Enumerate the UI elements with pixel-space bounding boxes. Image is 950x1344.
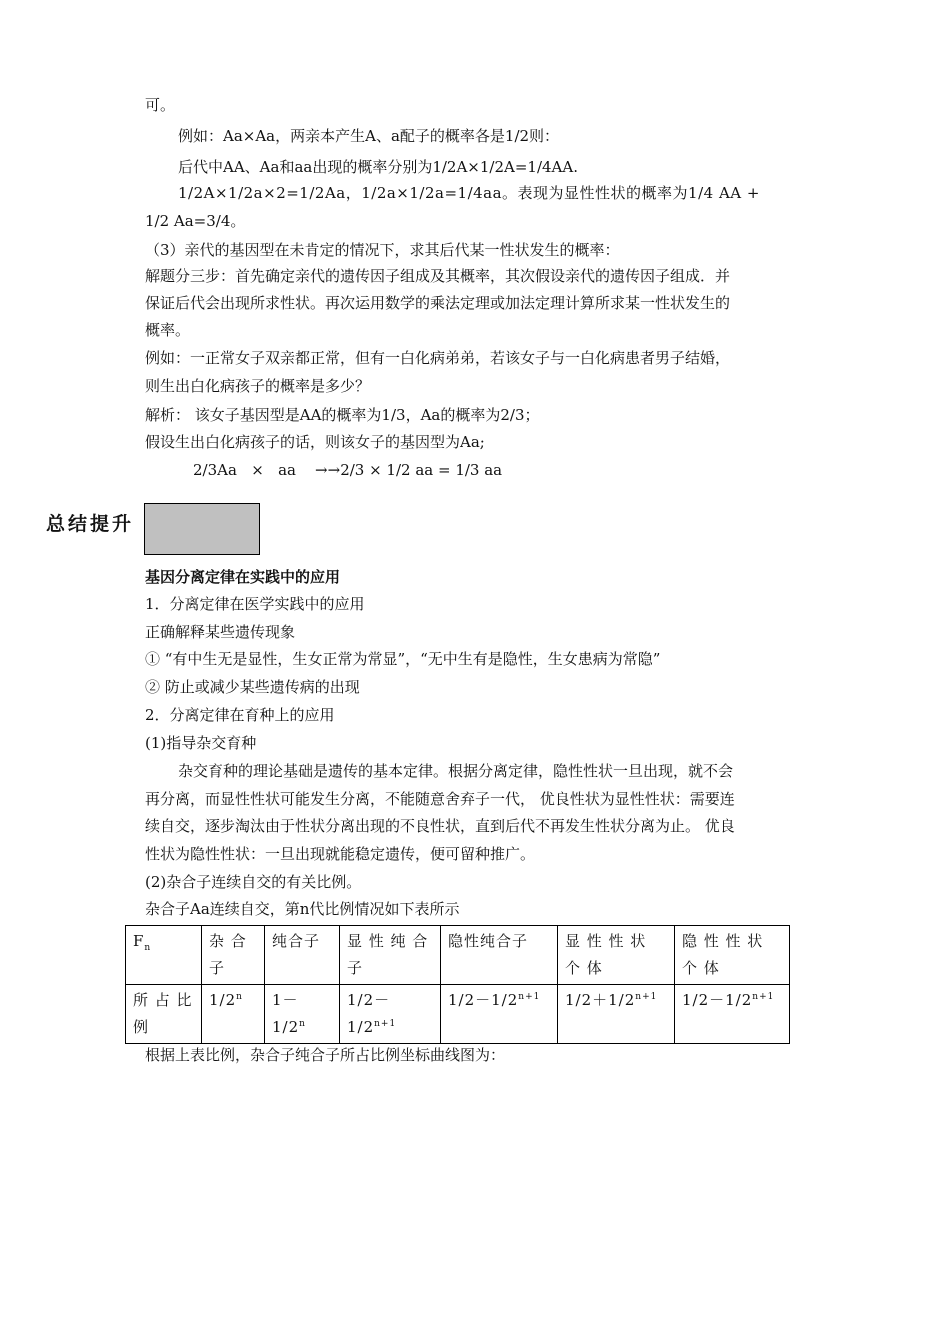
text-line: 概率。	[145, 321, 191, 339]
text-line: 杂合子Aa连续自交，第n代比例情况如下表所示	[145, 900, 460, 918]
text-line: 例如：一正常女子双亲都正常，但有一白化病弟弟，若该女子与一白化病患者男子结婚，	[145, 349, 731, 367]
text-line: 假设生出白化病孩子的话，则该女子的基因型为Aa;	[145, 433, 485, 451]
text-line: 后代中AA、Aa和aa出现的概率分别为1/2A×1/2A=1/4AA.	[178, 158, 578, 176]
gray-box	[144, 503, 260, 555]
text-line: 例如：Aa×Aa，两亲本产生A、a配子的概率各是1/2则：	[178, 127, 560, 145]
table-cell: 所 占 比 例	[126, 985, 202, 1044]
summary-heading: 总结提升	[46, 513, 135, 535]
table-cell: $F_n$	[126, 926, 202, 985]
text-line: 杂交育种的理论基础是遗传的基本定律。根据分离定律，隐性性状一旦出现，就不会	[178, 762, 734, 780]
text-line: 解题分三步：首先确定亲代的遗传因子组成及其概率，其次假设亲代的遗传因子组成．并	[145, 267, 731, 285]
table-cell: $1/2+1/2^{n+1}$	[558, 985, 675, 1044]
table-cell: $1/2-1/2^{n+1}$	[675, 985, 790, 1044]
text-line: 正确解释某些遗传现象	[145, 623, 296, 641]
text-line: 可。	[145, 96, 176, 114]
table-row	[126, 985, 790, 1044]
table-cell: $1-1/2^n$	[265, 985, 340, 1044]
table-cell: $1/2-1/2^{n+1}$	[441, 985, 558, 1044]
table-cell: 杂 合 子	[202, 926, 265, 985]
text-line: 解析： 该女子基因型是AA的概率为1/3，Aa的概率为2/3；	[145, 406, 540, 424]
table-cell: 隐性纯合子	[441, 926, 558, 985]
text-line: (2)杂合子连续自交的有关比例。	[145, 873, 362, 891]
table-cell: 显 性 纯 合 子	[340, 926, 441, 985]
text-line: 1．分离定律在医学实践中的应用	[145, 595, 365, 613]
text-line: 续自交，逐步淘汰由于性状分离出现的不良性状，直到后代不再发生性状分离为止。 优良	[145, 817, 735, 835]
text-line: (1)指导杂交育种	[145, 734, 257, 752]
text-line: ① “有中生无是显性，生女正常为常显”，“无中生有是隐性，生女患病为常隐”	[145, 650, 661, 668]
table-cell: 1/2$^n$	[202, 985, 265, 1044]
text-line: 根据上表比例，杂合子纯合子所占比例坐标曲线图为：	[145, 1046, 506, 1064]
text-line: 1/2 Aa=3/4。	[145, 212, 246, 230]
table-cell: $1/2-1/2^{n+1}$	[340, 985, 441, 1044]
table-cell: 显 性 性 状 个 体	[558, 926, 675, 985]
text-line: 性状为隐性性状：一旦出现就能稳定遗传，便可留种推广。	[145, 845, 536, 863]
table-cell: 纯合子	[265, 926, 340, 985]
table-header-row	[126, 926, 790, 985]
text-line: 1/2A×1/2a×2=1/2Aa，1/2a×1/2a=1/4aa。表现为显性性状的概率为1/4 AA +	[178, 184, 760, 202]
text-line: ② 防止或减少某些遗传病的出现	[145, 678, 360, 696]
ratio-table	[125, 925, 790, 1044]
text-line: （3）亲代的基因型在未肯定的情况下，求其后代某一性状发生的概率：	[145, 241, 620, 259]
table-cell: 隐 性 性 状 个 体	[675, 926, 790, 985]
formula-line: 2/3Aa × aa →→2/3 × 1/2 aa = 1/3 aa	[193, 461, 503, 479]
text-line: 再分离，而显性性状可能发生分离，不能随意舍弃子一代， 优良性状为显性性状：需要连	[145, 790, 735, 808]
text-line: 2．分离定律在育种上的应用	[145, 706, 335, 724]
section-title: 基因分离定律在实践中的应用	[145, 568, 341, 586]
text-line: 则生出白化病孩子的概率是多少？	[145, 377, 371, 395]
text-line: 保证后代会出现所求性状。再次运用数学的乘法定理或加法定理计算所求某一性状发生的	[145, 294, 731, 312]
